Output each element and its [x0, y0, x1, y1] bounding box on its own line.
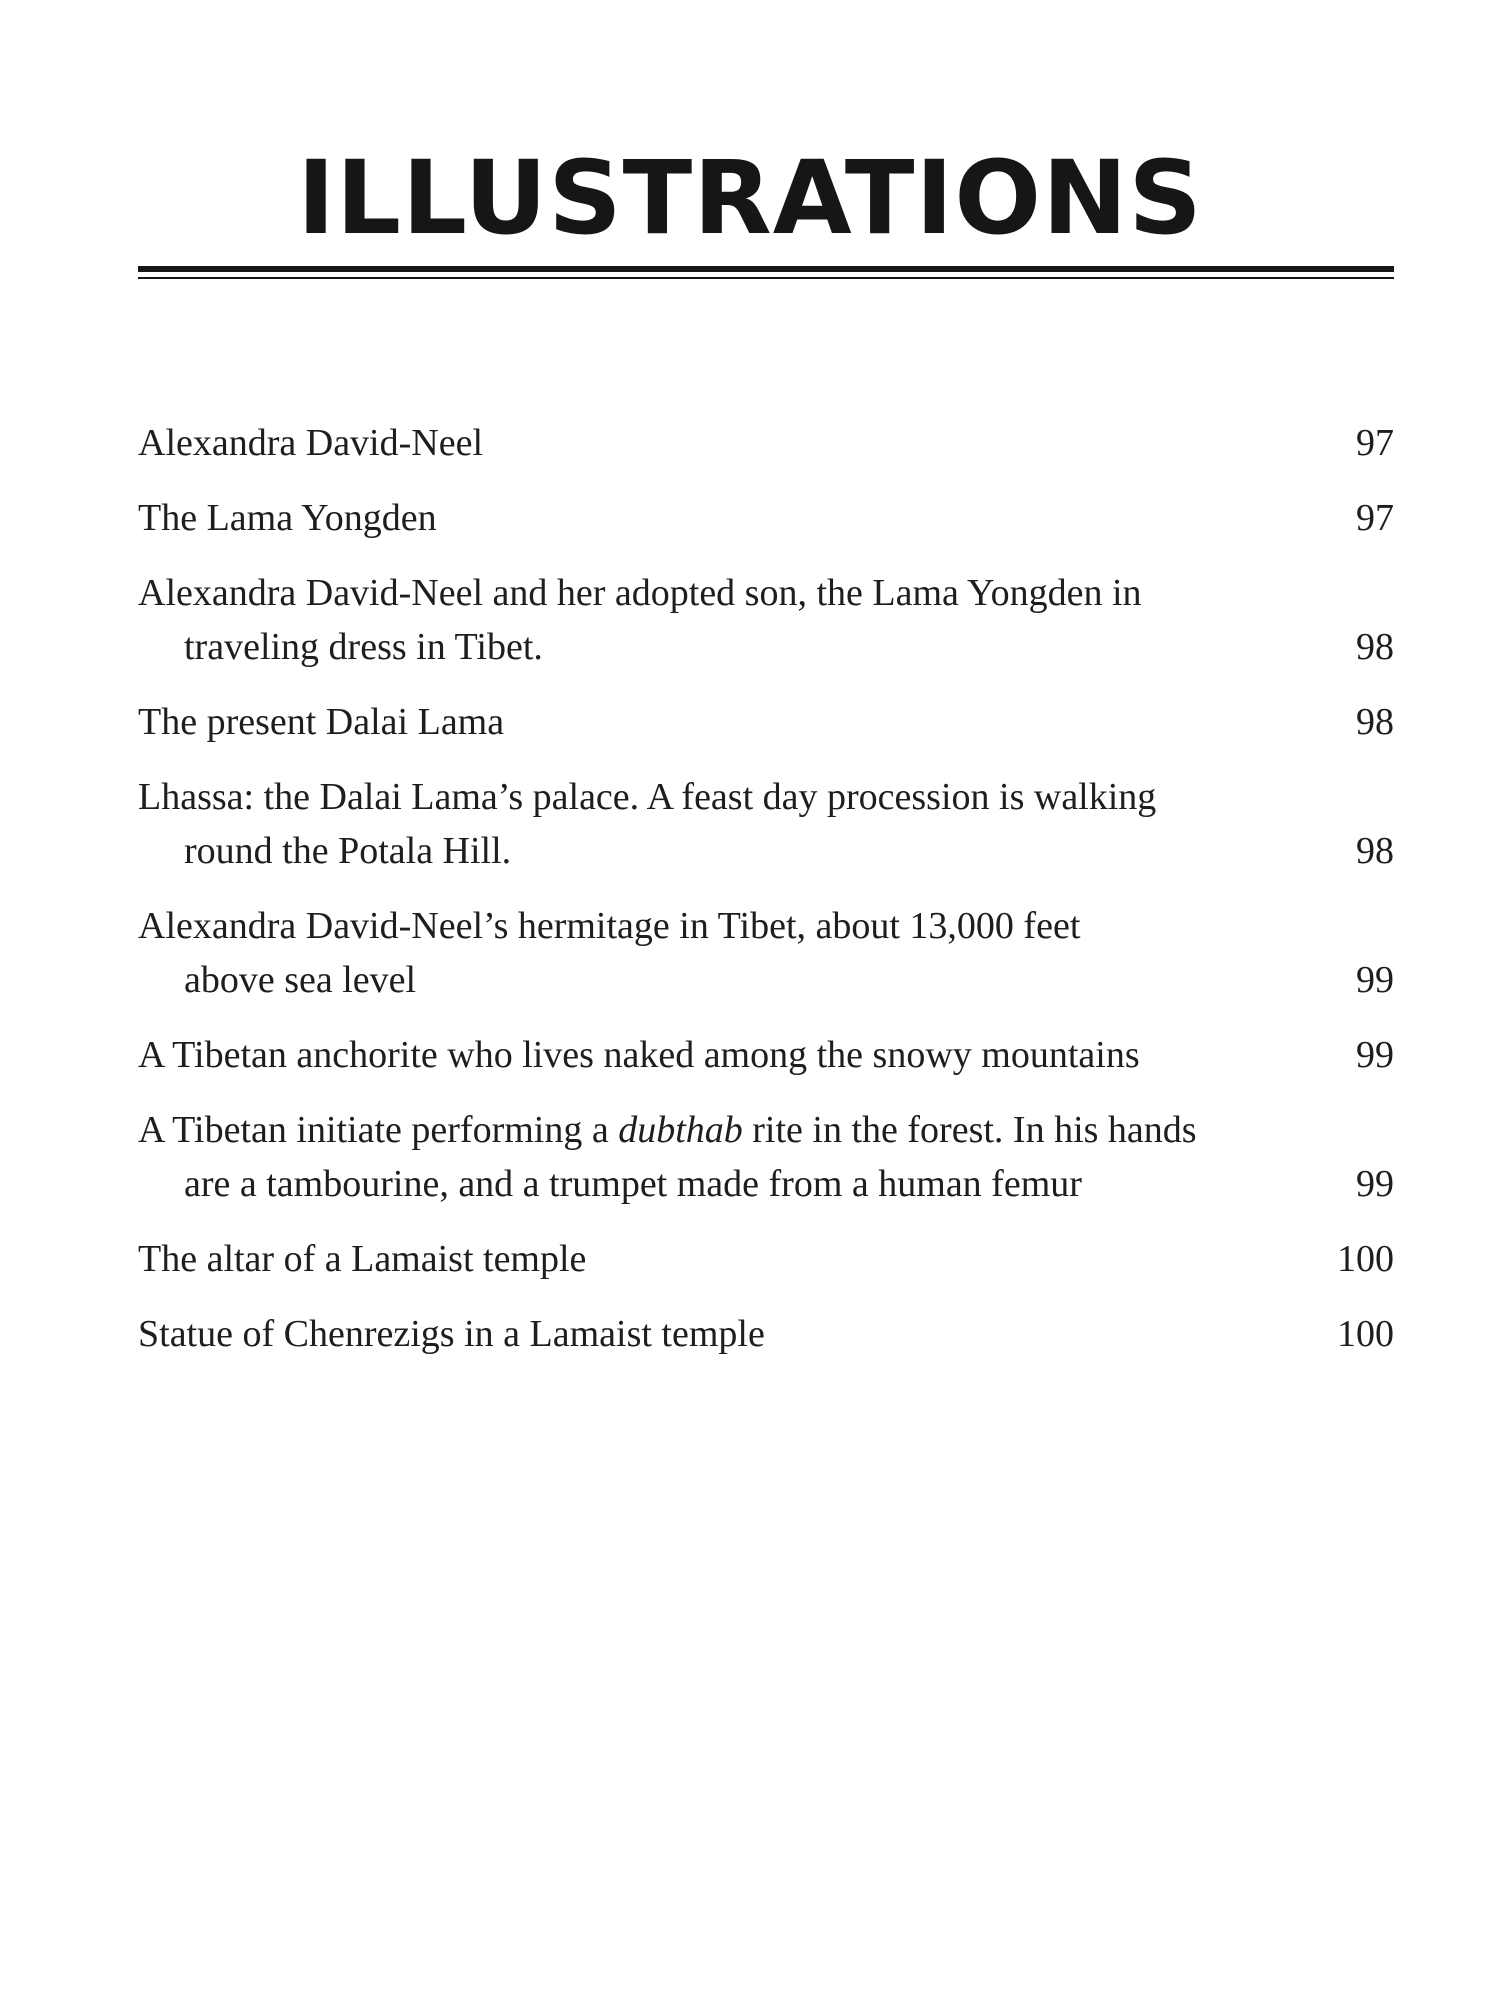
caption-line: Lhassa: the Dalai Lama’s palace. A feast day procession is walking — [138, 776, 1157, 818]
list-item — [138, 1232, 1394, 1286]
caption-line-continued: traveling dress in Tibet. — [184, 626, 543, 668]
page-number: 100 — [1337, 1313, 1394, 1355]
page-number: 99 — [1356, 1163, 1394, 1205]
caption-line: Alexandra David-Neel — [138, 422, 484, 464]
list-item — [138, 899, 1394, 1007]
page-number: 100 — [1337, 1238, 1394, 1280]
list-item — [138, 416, 1394, 470]
page-number: 97 — [1356, 497, 1394, 539]
page-number: 99 — [1356, 1034, 1394, 1076]
caption-line-continued: round the Potala Hill. — [184, 830, 512, 872]
page-number: 98 — [1356, 701, 1394, 743]
list-item — [138, 491, 1394, 545]
entry-caption — [138, 899, 1264, 1007]
caption-text: rite in the forest. In his hands — [742, 1109, 1197, 1151]
list-item — [138, 1307, 1394, 1361]
entry-caption — [138, 1028, 1264, 1082]
caption-line-continued: are a tambourine, and a trumpet made from a human femur — [184, 1163, 1082, 1205]
caption-line — [138, 1103, 1264, 1157]
caption-italic-term: dubthab — [618, 1109, 743, 1151]
list-item — [138, 566, 1394, 674]
entry-caption — [138, 491, 1264, 545]
entry-caption — [138, 1232, 1264, 1286]
entry-caption — [138, 770, 1264, 878]
page-number: 99 — [1356, 959, 1394, 1001]
list-item — [138, 695, 1394, 749]
entry-caption — [138, 416, 1264, 470]
caption-line-continued: above sea level — [184, 959, 417, 1001]
illustrations-list — [138, 416, 1394, 1382]
page-number: 97 — [1356, 422, 1394, 464]
title-rule-thick — [138, 266, 1394, 272]
caption-line: The present Dalai Lama — [138, 701, 505, 743]
list-item — [138, 1103, 1394, 1211]
caption-line: The Lama Yongden — [138, 497, 437, 539]
caption-line: Statue of Chenrezigs in a Lamaist temple — [138, 1313, 765, 1355]
caption-line: Alexandra David-Neel’s hermitage in Tibet, about 13,000 feet — [138, 905, 1081, 947]
caption-line: The altar of a Lamaist temple — [138, 1238, 587, 1280]
entry-caption — [138, 566, 1264, 674]
page-number: 98 — [1356, 830, 1394, 872]
caption-line: A Tibetan anchorite who lives naked among the snowy mountains — [138, 1034, 1140, 1076]
entry-caption — [138, 695, 1264, 749]
list-item — [138, 770, 1394, 878]
title-rule-thin — [138, 277, 1394, 279]
entry-caption — [138, 1307, 1264, 1361]
page-title: ILLUSTRATIONS — [297, 139, 1203, 258]
list-item — [138, 1028, 1394, 1082]
caption-text: A Tibetan initiate performing a — [138, 1109, 619, 1151]
caption-line: Alexandra David-Neel and her adopted son, the Lama Yongden in — [138, 572, 1142, 614]
page-number: 98 — [1356, 626, 1394, 668]
entry-caption — [138, 1103, 1264, 1211]
